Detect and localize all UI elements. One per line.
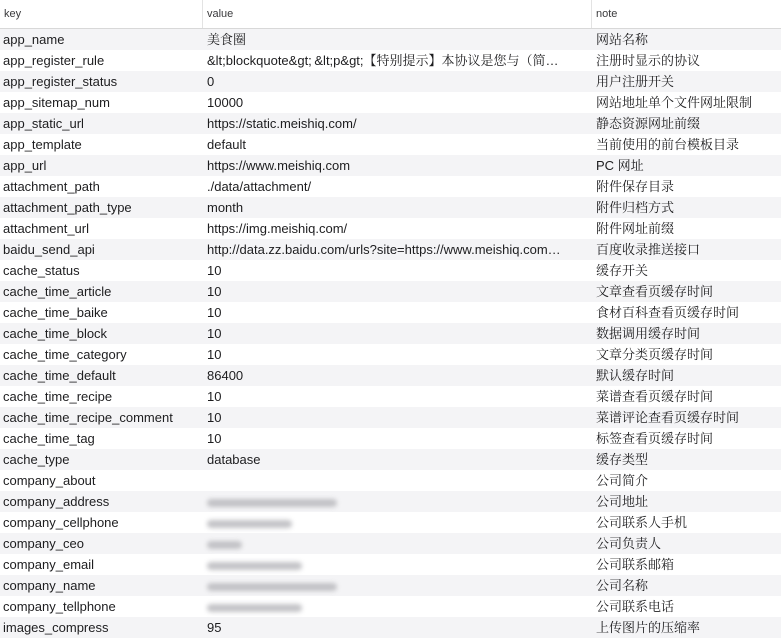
table-row[interactable] [0,197,781,218]
table-row[interactable] [0,407,781,428]
table-row[interactable] [0,449,781,470]
table-row[interactable] [0,218,781,239]
table-row[interactable] [0,176,781,197]
cell-key[interactable]: cache_time_baike [3,305,108,320]
cell-note[interactable]: 缓存开关 [596,263,649,278]
table-row[interactable] [0,239,781,260]
table-row[interactable] [0,596,781,617]
column-header-value[interactable]: value [203,0,592,28]
cell-note[interactable]: 附件保存目录 [596,179,675,194]
table-row[interactable] [0,575,781,596]
redacted-value [207,583,337,591]
cell-value[interactable]: ./data/attachment/ [207,179,312,194]
redacted-value [207,499,337,507]
cell-value[interactable] [203,596,592,617]
column-header-key[interactable]: key [0,0,203,28]
cell-note[interactable]: 公司联系人手机 [596,515,688,530]
cell-value[interactable] [203,575,592,596]
cell-value[interactable]: database [207,452,261,467]
cell-key[interactable]: app_template [3,137,82,152]
cell-key[interactable]: cache_time_default [3,368,116,383]
cell-note[interactable]: 公司名称 [596,578,649,593]
cell-key[interactable]: company_address [3,494,110,509]
cell-value[interactable]: 95 [207,620,222,635]
cell-note[interactable]: 附件归档方式 [596,200,675,215]
cell-key[interactable]: company_name [3,578,96,593]
cell-value[interactable] [203,533,592,554]
redacted-value [207,604,302,612]
table-row[interactable] [0,533,781,554]
cell-value[interactable]: 86400 [207,368,244,383]
cell-key[interactable]: app_url [3,158,47,173]
table-row[interactable] [0,29,781,50]
redacted-value [207,520,292,528]
cell-key[interactable]: cache_type [3,452,70,467]
cell-note[interactable]: 网站地址单个文件网址限制 [596,95,753,110]
cell-key[interactable]: app_register_rule [3,53,105,68]
cell-note[interactable]: 当前使用的前台模板目录 [596,137,740,152]
cell-note[interactable]: 食材百科查看页缓存时间 [596,305,740,320]
cell-key[interactable]: cache_time_block [3,326,108,341]
cell-note[interactable]: 文章查看页缓存时间 [596,284,714,299]
cell-key[interactable]: app_name [3,32,65,47]
table-row[interactable] [0,155,781,176]
table-row[interactable] [0,71,781,92]
cell-value[interactable]: https://www.meishiq.com [207,158,351,173]
cell-key[interactable]: company_cellphone [3,515,119,530]
cell-note[interactable]: 注册时显示的协议 [596,53,701,68]
redacted-value [207,562,302,570]
cell-key[interactable]: cache_time_article [3,284,112,299]
cell-value[interactable]: 10 [207,305,222,320]
cell-note[interactable]: 上传图片的压缩率 [596,620,701,635]
cell-value[interactable]: month [207,200,244,215]
cell-key[interactable]: app_sitemap_num [3,95,110,110]
cell-key[interactable]: cache_time_category [3,347,127,362]
table-row[interactable] [0,302,781,323]
table-header [0,0,781,29]
table-row[interactable] [0,50,781,71]
cell-note[interactable]: 附件网址前缀 [596,221,675,236]
cell-key[interactable]: attachment_path [3,179,100,194]
cell-value[interactable]: 10 [207,431,222,446]
cell-value[interactable]: 10 [207,347,222,362]
cell-note[interactable]: 缓存类型 [596,452,649,467]
table-row[interactable] [0,260,781,281]
table-row[interactable] [0,113,781,134]
cell-value[interactable] [203,491,592,512]
cell-key[interactable]: attachment_path_type [3,200,132,215]
cell-note[interactable]: 用户注册开关 [596,74,675,89]
cell-key[interactable]: images_compress [3,620,109,635]
cell-note[interactable]: 数据调用缓存时间 [596,326,701,341]
cell-key[interactable]: app_static_url [3,116,84,131]
cell-note[interactable]: 公司负责人 [596,536,662,551]
table-row[interactable] [0,554,781,575]
table-row[interactable] [0,491,781,512]
column-header-note[interactable]: note [596,8,618,20]
cell-note[interactable]: 静态资源网址前缀 [596,116,701,131]
table-row[interactable] [0,92,781,113]
table-row[interactable] [0,617,781,638]
cell-value[interactable]: 10 [207,410,222,425]
cell-key[interactable]: cache_time_recipe_comment [3,410,173,425]
cell-value[interactable] [203,554,592,575]
table-row[interactable] [0,512,781,533]
cell-key[interactable]: company_about [3,473,96,488]
cell-value[interactable]: 0 [207,74,215,89]
table-body [0,29,781,638]
cell-value[interactable] [203,512,592,533]
cell-value[interactable] [203,470,592,491]
cell-note[interactable]: 默认缓存时间 [596,368,675,383]
cell-key[interactable]: cache_time_recipe [3,389,113,404]
cell-note[interactable]: 标签查看页缓存时间 [596,431,714,446]
cell-key[interactable]: company_tellphone [3,599,116,614]
cell-note[interactable]: 菜谱评论查看页缓存时间 [596,410,740,425]
cell-value[interactable]: 10 [207,326,222,341]
cell-key[interactable]: attachment_url [3,221,89,236]
cell-note[interactable]: PC 网址 [596,158,644,173]
cell-value[interactable]: http://data.zz.baidu.com/urls?site=https://www.meishiq.com… [207,242,561,257]
cell-note[interactable]: 百度收录推送接口 [596,242,701,257]
cell-note[interactable]: 网站名称 [596,32,649,47]
cell-value[interactable]: &lt;blockquote&gt; &lt;p&gt;【特别提示】本协议是您与（简… [207,53,559,68]
cell-note[interactable]: 公司地址 [596,494,649,509]
cell-key[interactable]: company_ceo [3,536,84,551]
cell-note[interactable]: 公司联系邮箱 [596,557,675,572]
cell-value[interactable]: https://img.meishiq.com/ [207,221,348,236]
cell-value[interactable]: default [207,137,247,152]
table-row[interactable] [0,323,781,344]
cell-key[interactable]: cache_time_tag [3,431,95,446]
cell-value[interactable]: 10000 [207,95,244,110]
cell-note[interactable]: 公司联系电话 [596,599,675,614]
cell-value[interactable]: 10 [207,284,222,299]
cell-value[interactable]: 10 [207,263,222,278]
cell-note[interactable]: 文章分类页缓存时间 [596,347,714,362]
cell-key[interactable]: company_email [3,557,95,572]
cell-note[interactable]: 公司简介 [596,473,649,488]
cell-key[interactable]: baidu_send_api [3,242,95,257]
table-row[interactable] [0,386,781,407]
cell-key[interactable]: cache_status [3,263,80,278]
cell-value[interactable]: https://static.meishiq.com/ [207,116,357,131]
redacted-value [207,541,242,549]
table-row[interactable] [0,428,781,449]
cell-value[interactable]: 10 [207,389,222,404]
table-row[interactable] [0,281,781,302]
cell-value[interactable]: 美食圈 [207,32,247,47]
table-row[interactable] [0,470,781,491]
table-row[interactable] [0,344,781,365]
table-row[interactable] [0,134,781,155]
cell-note[interactable]: 菜谱查看页缓存时间 [596,389,714,404]
cell-key[interactable]: app_register_status [3,74,118,89]
table-row[interactable] [0,365,781,386]
